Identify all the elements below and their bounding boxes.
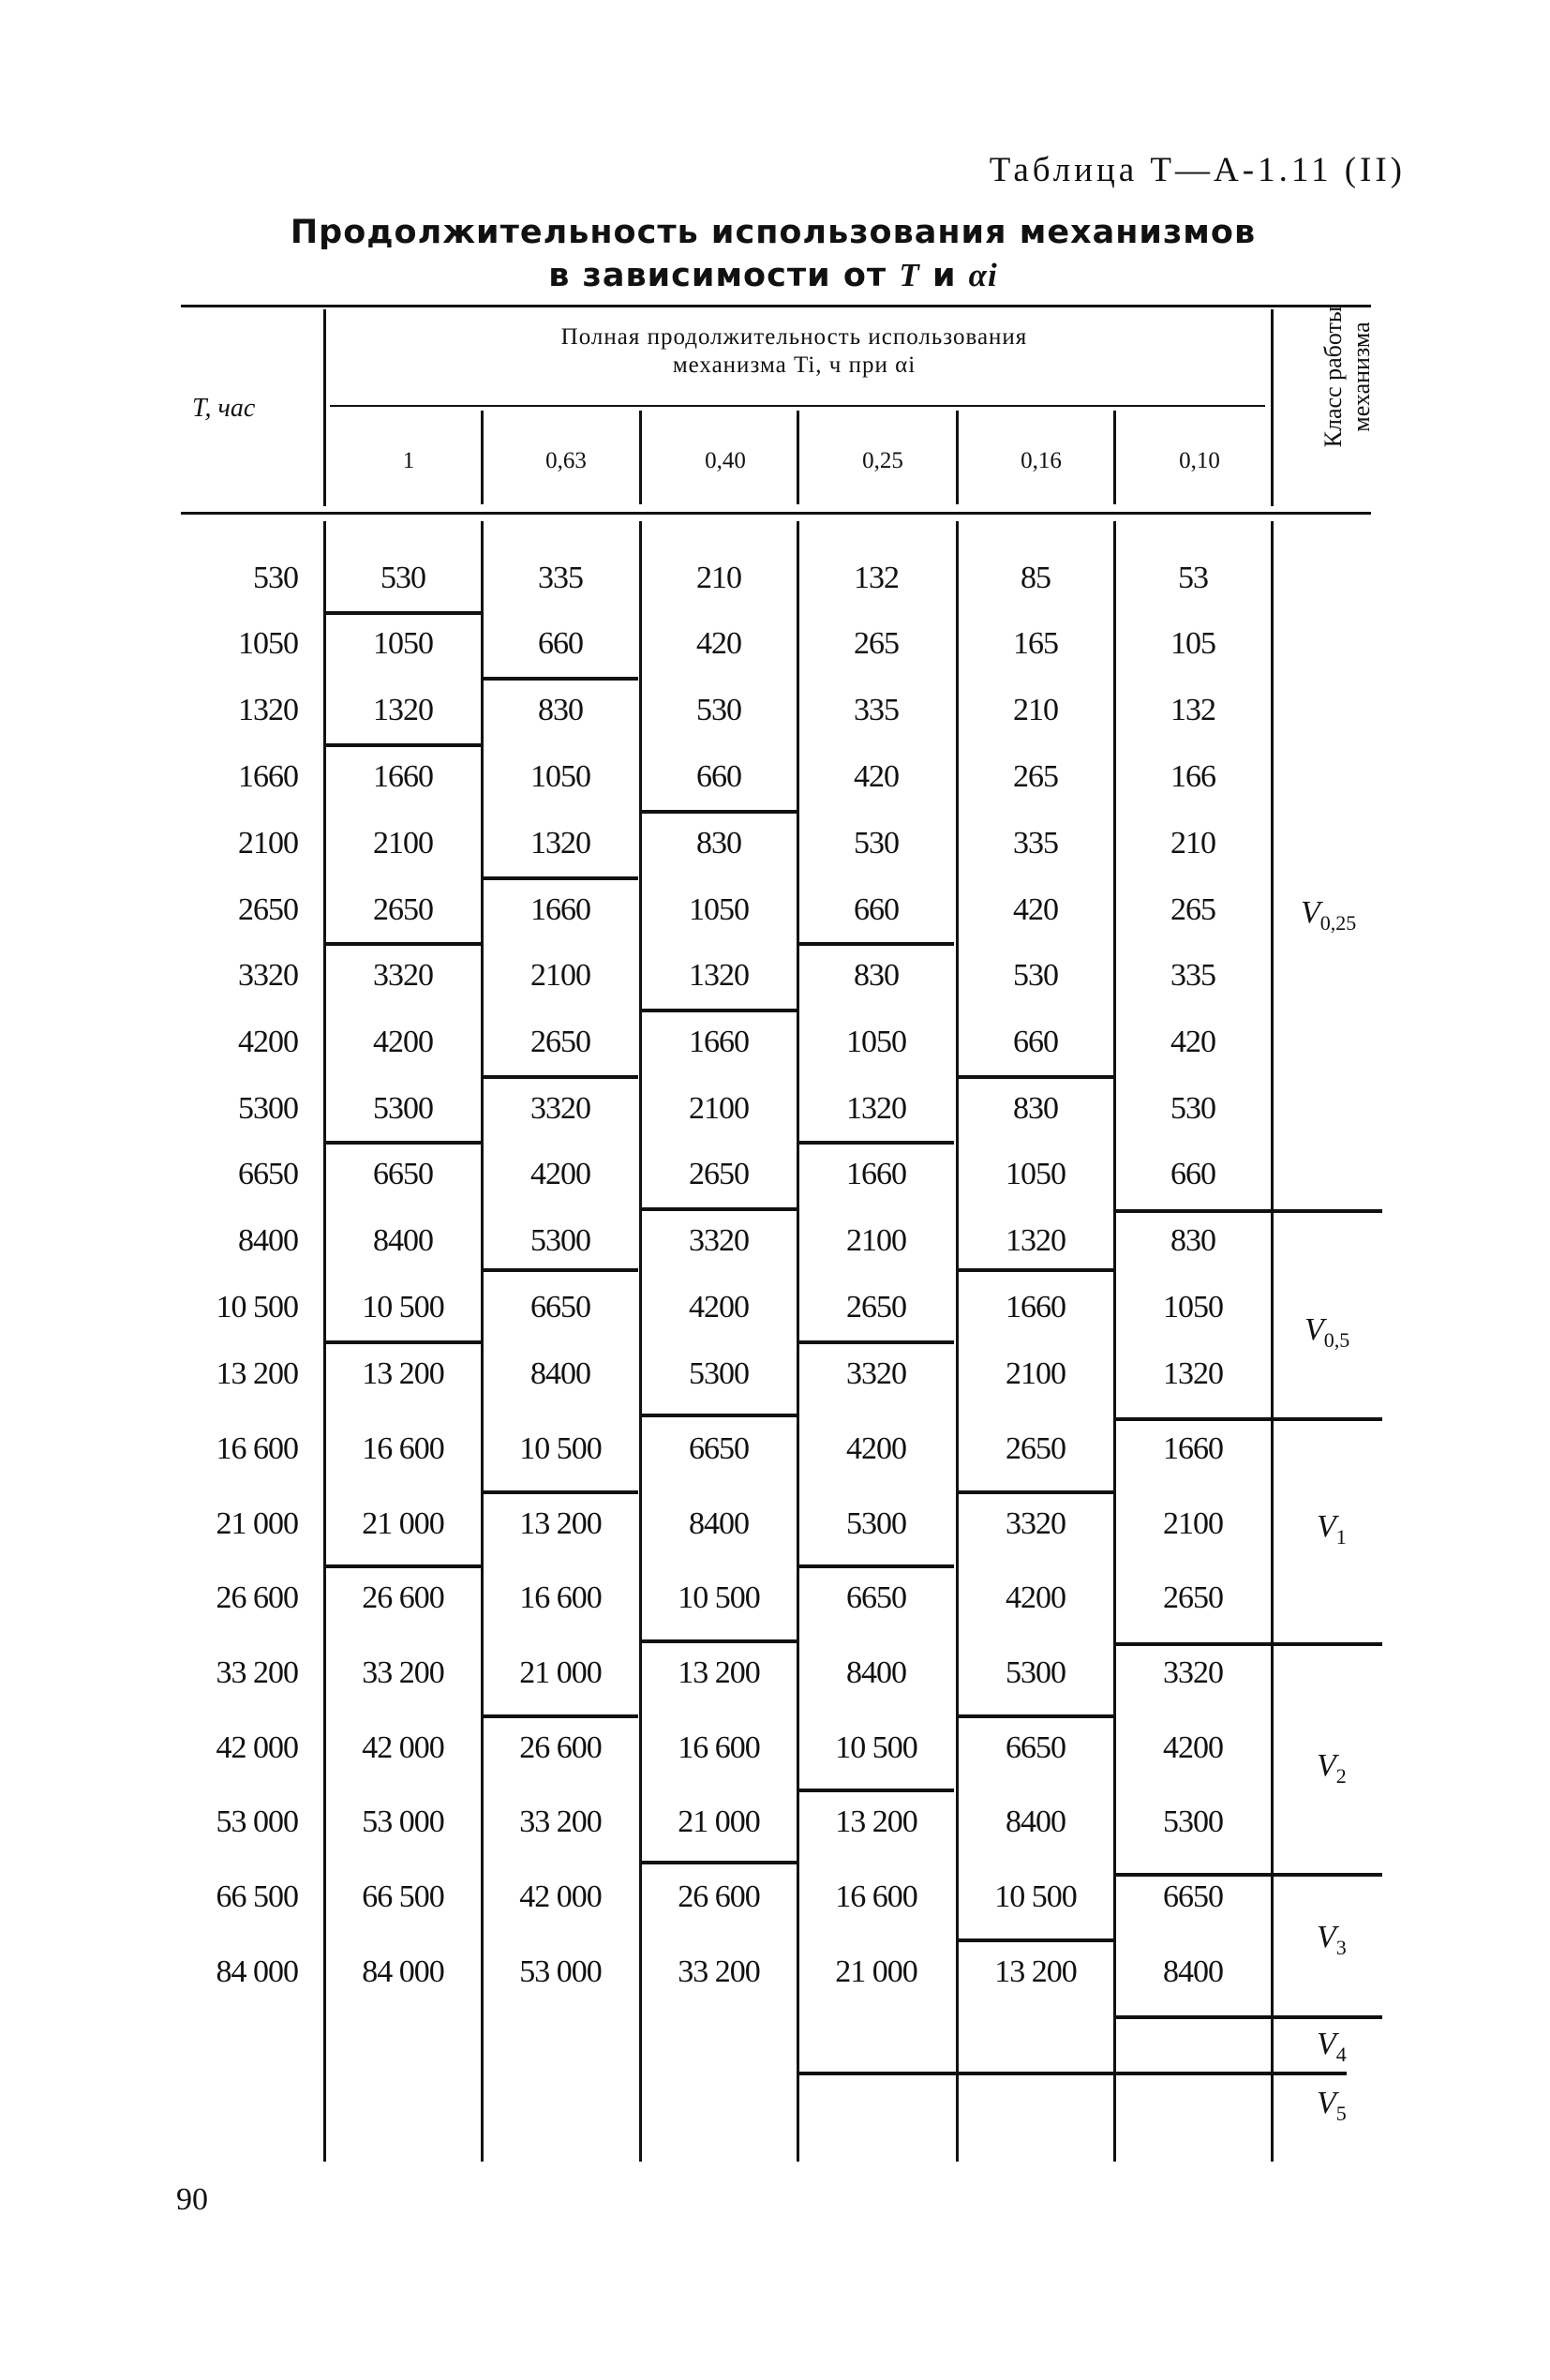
- header-alpha-025: 0,25: [862, 448, 903, 473]
- class-v5-base: V: [1317, 2086, 1336, 2120]
- step-rule-24: [958, 1075, 1113, 1079]
- row-5-a040: 830: [696, 826, 741, 861]
- step-rule-14: [641, 1009, 797, 1012]
- title-line-2-prefix: в зависимости от: [548, 257, 887, 294]
- row-6-a025: 660: [854, 892, 899, 927]
- row-18-a063: 26 600: [519, 1730, 602, 1765]
- class-v2-sub: 2: [1335, 1763, 1347, 1788]
- row-10-a025: 1660: [846, 1157, 906, 1191]
- row-14-a025: 4200: [846, 1431, 906, 1466]
- row-6-a040: 1050: [689, 892, 749, 927]
- step-rule-28: [958, 1938, 1113, 1942]
- row-21-a1: 84 000: [362, 1954, 444, 1989]
- class-rule-3: [1115, 1642, 1382, 1646]
- row-11-a063: 5300: [530, 1223, 590, 1258]
- row-11-a016: 1320: [1006, 1223, 1066, 1258]
- class-label-v025: [1301, 895, 1356, 936]
- row-4-a010: 166: [1170, 759, 1215, 794]
- row-1-a1: 530: [380, 561, 425, 595]
- step-rule-5: [325, 1340, 481, 1344]
- row-21-a063: 53 000: [519, 1954, 602, 1989]
- row-17-a1: 33 200: [362, 1655, 444, 1690]
- row-4-a1: 1660: [373, 759, 433, 794]
- row-21-a040: 33 200: [678, 1954, 760, 1989]
- row-14-a040: 6650: [689, 1431, 749, 1466]
- row-19-a025: 13 200: [835, 1804, 917, 1839]
- row-4-a063: 1050: [530, 759, 590, 794]
- row-9-a1: 5300: [373, 1091, 433, 1126]
- step-rule-8: [483, 876, 638, 880]
- header-span-line-2: механизма Ti, ч при αi: [672, 352, 917, 378]
- header-alpha-063: 0,63: [545, 448, 587, 473]
- row-8-a1: 4200: [373, 1025, 433, 1059]
- row-7-a025: 830: [854, 958, 899, 993]
- step-rule-23: [798, 1789, 954, 1792]
- class-label-v1: [1317, 1509, 1347, 1549]
- class-v4-sub: 4: [1335, 2042, 1347, 2066]
- header-vrule-5: [1113, 411, 1116, 504]
- row-7-t: 3320: [238, 958, 298, 993]
- class-v025-sub: 0,25: [1319, 910, 1357, 935]
- title-symbol-t: T: [899, 257, 920, 293]
- row-8-a063: 2650: [530, 1025, 590, 1059]
- row-20-t: 66 500: [216, 1879, 298, 1914]
- row-4-a025: 420: [854, 759, 899, 794]
- class-label-v5: [1317, 2086, 1347, 2126]
- class-v4-base: V: [1317, 2027, 1336, 2061]
- row-2-a040: 420: [696, 626, 741, 661]
- class-v1-base: V: [1317, 1509, 1336, 1544]
- row-3-a063: 830: [538, 693, 583, 727]
- row-13-a040: 5300: [689, 1356, 749, 1391]
- step-rule-3: [325, 942, 481, 946]
- row-9-t: 5300: [238, 1091, 298, 1126]
- title-line-2: [281, 254, 1265, 297]
- table-label: Таблица Т—А-1.11 (II): [989, 151, 1406, 189]
- row-15-a1: 21 000: [362, 1506, 444, 1541]
- row-20-a016: 10 500: [994, 1879, 1077, 1914]
- header-span-line-1: Полная продолжительность использования: [560, 324, 1028, 350]
- row-13-t: 13 200: [216, 1356, 298, 1391]
- row-9-a025: 1320: [846, 1091, 906, 1126]
- row-15-a016: 3320: [1006, 1506, 1066, 1541]
- step-rule-10: [483, 1268, 638, 1272]
- class-rule-6: [798, 2072, 1347, 2075]
- row-8-a025: 1050: [846, 1025, 906, 1059]
- row-9-a040: 2100: [689, 1091, 749, 1126]
- row-19-a016: 8400: [1006, 1804, 1066, 1839]
- row-13-a1: 13 200: [362, 1356, 444, 1391]
- row-21-a016: 13 200: [994, 1954, 1077, 1989]
- row-6-t: 2650: [238, 892, 298, 927]
- row-19-a040: 21 000: [678, 1804, 760, 1839]
- row-8-a010: 420: [1170, 1025, 1215, 1059]
- class-rule-1: [1115, 1209, 1382, 1213]
- class-label-v3: [1317, 1920, 1347, 1960]
- row-11-a040: 3320: [689, 1223, 749, 1258]
- step-rule-4: [325, 1141, 481, 1145]
- row-20-a025: 16 600: [835, 1879, 917, 1914]
- row-7-a016: 530: [1013, 958, 1058, 993]
- row-9-a010: 530: [1170, 1091, 1215, 1126]
- title-line-1: Продолжительность использования механизмов: [290, 214, 1257, 251]
- row-10-a010: 660: [1170, 1157, 1215, 1191]
- row-3-a025: 335: [854, 693, 899, 727]
- step-rule-13: [641, 810, 797, 814]
- class-v3-base: V: [1317, 1920, 1336, 1954]
- row-5-a025: 530: [854, 826, 899, 861]
- step-rule-7: [483, 677, 638, 681]
- row-14-a016: 2650: [1006, 1431, 1066, 1466]
- row-17-a025: 8400: [846, 1655, 906, 1690]
- row-15-a040: 8400: [689, 1506, 749, 1541]
- header-vrule-4: [956, 411, 959, 504]
- row-4-a016: 265: [1013, 759, 1058, 794]
- row-18-t: 42 000: [216, 1730, 298, 1765]
- row-3-a040: 530: [696, 693, 741, 727]
- row-15-a025: 5300: [846, 1506, 906, 1541]
- row-10-a1: 6650: [373, 1157, 433, 1191]
- step-rule-1: [325, 611, 481, 615]
- row-18-a1: 42 000: [362, 1730, 444, 1765]
- row-11-a1: 8400: [373, 1223, 433, 1258]
- row-7-a010: 335: [1170, 958, 1215, 993]
- row-3-a016: 210: [1013, 693, 1058, 727]
- row-18-a025: 10 500: [835, 1730, 917, 1765]
- row-3-a010: 132: [1170, 693, 1215, 727]
- row-1-t: 530: [253, 561, 298, 595]
- class-label-v4: [1317, 2027, 1347, 2067]
- row-17-a040: 13 200: [678, 1655, 760, 1690]
- row-13-a010: 1320: [1163, 1356, 1223, 1391]
- row-2-a016: 165: [1013, 626, 1058, 661]
- row-15-t: 21 000: [216, 1506, 298, 1541]
- row-17-a016: 5300: [1006, 1655, 1066, 1690]
- row-12-a040: 4200: [689, 1290, 749, 1325]
- header-vrule-0: [323, 309, 326, 506]
- class-v05-base: V: [1304, 1312, 1324, 1347]
- row-1-a063: 335: [538, 561, 583, 595]
- row-19-a010: 5300: [1163, 1804, 1223, 1839]
- row-6-a063: 1660: [530, 892, 590, 927]
- class-v2-base: V: [1317, 1748, 1336, 1783]
- header-class-line-1: Класс работы: [1319, 306, 1347, 448]
- header-vrule-2: [639, 411, 642, 504]
- step-rule-18: [641, 1861, 797, 1864]
- step-rule-11: [483, 1490, 638, 1494]
- row-1-a025: 132: [854, 561, 899, 595]
- row-17-t: 33 200: [216, 1655, 298, 1690]
- row-11-t: 8400: [238, 1223, 298, 1258]
- row-16-a010: 2650: [1163, 1580, 1223, 1615]
- class-v05-sub: 0,5: [1323, 1327, 1350, 1352]
- step-rule-17: [641, 1639, 797, 1643]
- class-v025-base: V: [1301, 895, 1320, 930]
- row-21-t: 84 000: [216, 1954, 298, 1989]
- row-20-a040: 26 600: [678, 1879, 760, 1914]
- row-5-a063: 1320: [530, 826, 590, 861]
- step-rule-15: [641, 1207, 797, 1211]
- step-rule-26: [958, 1490, 1113, 1494]
- row-16-a025: 6650: [846, 1580, 906, 1615]
- row-18-a016: 6650: [1006, 1730, 1066, 1765]
- row-16-a1: 26 600: [362, 1580, 444, 1615]
- row-7-a1: 3320: [373, 958, 433, 993]
- row-19-t: 53 000: [216, 1804, 298, 1839]
- row-14-a010: 1660: [1163, 1431, 1223, 1466]
- row-7-a040: 1320: [689, 958, 749, 993]
- row-12-a016: 1660: [1006, 1290, 1066, 1325]
- step-rule-6: [325, 1564, 481, 1568]
- row-10-a016: 1050: [1006, 1157, 1066, 1191]
- row-7-a063: 2100: [530, 958, 590, 993]
- row-10-a040: 2650: [689, 1157, 749, 1191]
- row-11-a025: 2100: [846, 1223, 906, 1258]
- row-14-a063: 10 500: [519, 1431, 602, 1466]
- row-2-a1: 1050: [373, 626, 433, 661]
- class-label-v05: [1304, 1312, 1349, 1353]
- row-10-t: 6650: [238, 1157, 298, 1191]
- table-title: [281, 211, 1265, 297]
- row-12-t: 10 500: [216, 1290, 298, 1325]
- row-5-t: 2100: [238, 826, 298, 861]
- step-rule-2: [325, 743, 481, 747]
- row-8-a016: 660: [1013, 1025, 1058, 1059]
- row-8-a040: 1660: [689, 1025, 749, 1059]
- row-5-a1: 2100: [373, 826, 433, 861]
- row-1-a040: 210: [696, 561, 741, 595]
- header-mid-rule: [330, 405, 1265, 407]
- row-1-a016: 85: [1021, 561, 1051, 595]
- row-2-a025: 265: [854, 626, 899, 661]
- row-21-a025: 21 000: [835, 1954, 917, 1989]
- row-18-a010: 4200: [1163, 1730, 1223, 1765]
- row-2-a063: 660: [538, 626, 583, 661]
- step-rule-22: [798, 1564, 954, 1568]
- header-vrule-6: [1271, 309, 1274, 506]
- title-and: и: [931, 257, 957, 294]
- row-13-a063: 8400: [530, 1356, 590, 1391]
- class-rule-2: [1115, 1417, 1382, 1421]
- row-16-t: 26 600: [216, 1580, 298, 1615]
- row-12-a010: 1050: [1163, 1290, 1223, 1325]
- row-20-a010: 6650: [1163, 1879, 1223, 1914]
- row-4-t: 1660: [238, 759, 298, 794]
- header-alpha-016: 0,16: [1021, 448, 1062, 473]
- row-15-a063: 13 200: [519, 1506, 602, 1541]
- row-12-a1: 10 500: [362, 1290, 444, 1325]
- row-6-a010: 265: [1170, 892, 1215, 927]
- row-2-t: 1050: [238, 626, 298, 661]
- row-11-a010: 830: [1170, 1223, 1215, 1258]
- row-19-a1: 53 000: [362, 1804, 444, 1839]
- class-rule-5: [1115, 2015, 1382, 2019]
- step-rule-19: [798, 942, 954, 946]
- row-1-a010: 53: [1178, 561, 1208, 595]
- class-v5-sub: 5: [1335, 2101, 1347, 2125]
- row-17-a063: 21 000: [519, 1655, 602, 1690]
- header-class-line-2: механизма: [1348, 322, 1375, 432]
- page-number: 90: [176, 2182, 208, 2217]
- row-19-a063: 33 200: [519, 1804, 602, 1839]
- header-alpha-040: 0,40: [705, 448, 746, 473]
- row-20-a1: 66 500: [362, 1879, 444, 1914]
- header-t-column: T, час: [192, 394, 256, 423]
- header-span-title: [323, 323, 1265, 380]
- row-10-a063: 4200: [530, 1157, 590, 1191]
- row-18-a040: 16 600: [678, 1730, 760, 1765]
- row-21-a010: 8400: [1163, 1954, 1223, 1989]
- row-16-a040: 10 500: [678, 1580, 760, 1615]
- step-rule-25: [958, 1268, 1113, 1272]
- row-3-t: 1320: [238, 693, 298, 727]
- row-16-a016: 4200: [1006, 1580, 1066, 1615]
- class-label-v2: [1317, 1748, 1347, 1789]
- row-13-a016: 2100: [1006, 1356, 1066, 1391]
- step-rule-21: [798, 1340, 954, 1344]
- row-12-a063: 6650: [530, 1290, 590, 1325]
- header-bottom-rule: [181, 512, 1371, 515]
- row-14-t: 16 600: [216, 1431, 298, 1466]
- row-16-a063: 16 600: [519, 1580, 602, 1615]
- step-rule-9: [483, 1075, 638, 1079]
- header-vrule-1: [481, 411, 484, 504]
- row-3-a1: 1320: [373, 693, 433, 727]
- row-17-a010: 3320: [1163, 1655, 1223, 1690]
- header-alpha-010: 0,10: [1179, 448, 1220, 473]
- title-symbol-alpha: αi: [968, 257, 998, 293]
- step-rule-27: [958, 1714, 1113, 1718]
- row-9-a063: 3320: [530, 1091, 590, 1126]
- row-5-a010: 210: [1170, 826, 1215, 861]
- class-rule-4: [1115, 1873, 1382, 1877]
- row-20-a063: 42 000: [519, 1879, 602, 1914]
- header-top-rule: [181, 305, 1371, 307]
- row-2-a010: 105: [1170, 626, 1215, 661]
- row-15-a010: 2100: [1163, 1506, 1223, 1541]
- step-rule-20: [798, 1141, 954, 1145]
- header-vrule-3: [797, 411, 799, 504]
- class-v3-sub: 3: [1335, 1935, 1347, 1959]
- row-6-a1: 2650: [373, 892, 433, 927]
- row-12-a025: 2650: [846, 1290, 906, 1325]
- row-13-a025: 3320: [846, 1356, 906, 1391]
- step-rule-16: [641, 1414, 797, 1417]
- header-alpha-1: 1: [402, 448, 415, 473]
- row-5-a016: 335: [1013, 826, 1058, 861]
- row-6-a016: 420: [1013, 892, 1058, 927]
- step-rule-12: [483, 1714, 638, 1718]
- class-v1-sub: 1: [1335, 1524, 1347, 1549]
- row-14-a1: 16 600: [362, 1431, 444, 1466]
- row-9-a016: 830: [1013, 1091, 1058, 1126]
- row-8-t: 4200: [238, 1025, 298, 1059]
- row-4-a040: 660: [696, 759, 741, 794]
